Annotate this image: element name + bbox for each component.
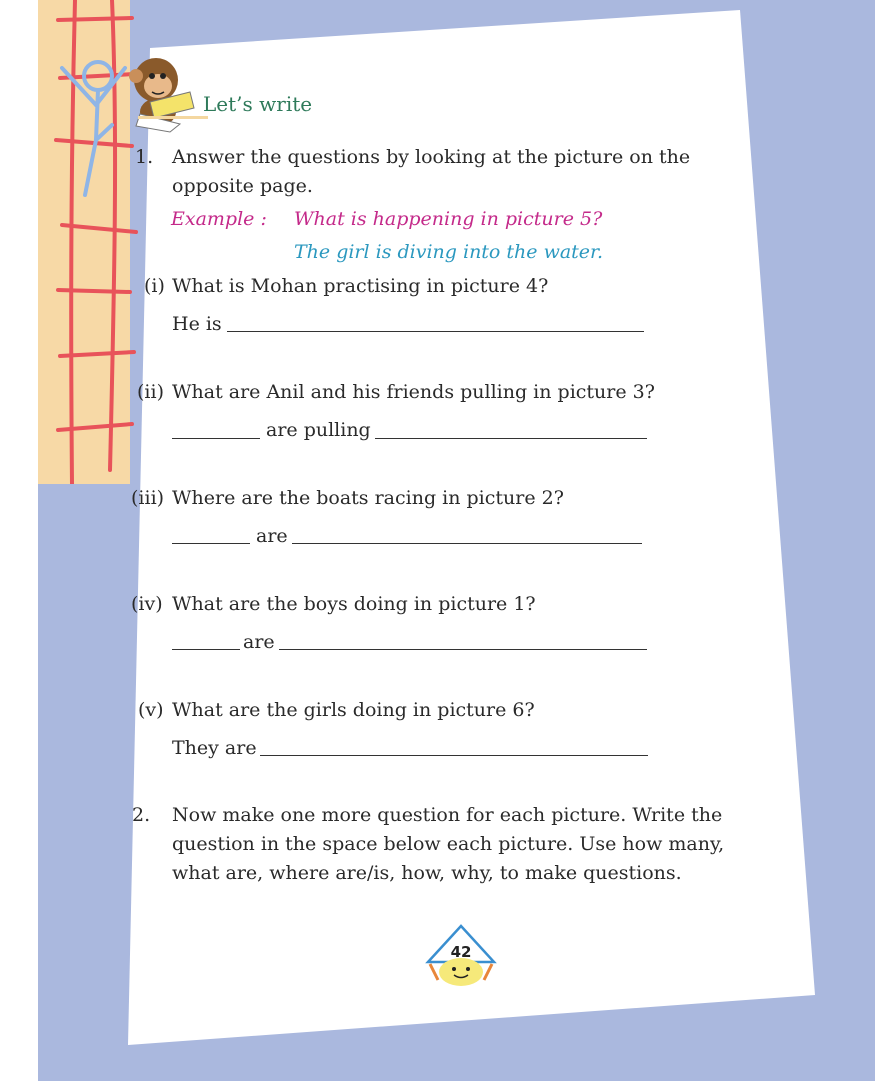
answer-blank[interactable]	[375, 438, 647, 439]
monkey-reading-icon	[128, 52, 208, 134]
example-question: What is happening in picture 5?	[294, 208, 603, 230]
question-1-text-line1: Answer the questions by looking at the picture on the	[172, 146, 691, 168]
subquestion-text: What are Anil and his friends pulling in picture 3?	[172, 381, 655, 403]
question-1-text-line2: opposite page.	[172, 175, 313, 197]
answer-prompt: are	[256, 525, 288, 547]
answer-blank[interactable]	[227, 331, 644, 332]
subquestion-text: What are the boys doing in picture 1?	[172, 593, 536, 615]
question-2-line3: what are, where are/is, how, why, to make questions.	[172, 862, 682, 884]
answer-blank[interactable]	[172, 543, 250, 544]
answer-blank[interactable]	[292, 543, 642, 544]
answer-blank[interactable]	[172, 438, 260, 439]
subquestion-number: (i)	[144, 275, 165, 297]
answer-prompt: They are	[172, 737, 257, 759]
subquestion-number: (v)	[138, 699, 164, 721]
question-2-line1: Now make one more question for each picture. Write the	[172, 804, 723, 826]
question-2-line2: question in the space below each picture. Use how many,	[172, 833, 725, 855]
subquestion-text: Where are the boats racing in picture 2?	[172, 487, 564, 509]
subquestion-number: (iii)	[131, 487, 165, 509]
page-number-badge	[424, 924, 498, 990]
question-1-number: 1.	[135, 146, 154, 168]
answer-blank[interactable]	[260, 755, 648, 756]
subquestion-number: (ii)	[137, 381, 164, 403]
question-2-number: 2.	[132, 804, 151, 826]
answer-blank[interactable]	[172, 649, 240, 650]
page-number: 42	[450, 943, 472, 961]
answer-blank[interactable]	[279, 649, 647, 650]
example-label: Example :	[171, 208, 267, 230]
subquestion-text: What is Mohan practising in picture 4?	[172, 275, 549, 297]
example-answer: The girl is diving into the water.	[294, 241, 604, 263]
section-heading: Let’s write	[203, 92, 313, 116]
answer-prompt: are	[243, 631, 275, 653]
answer-prompt: He is	[172, 313, 222, 335]
subquestion-number: (iv)	[131, 593, 163, 615]
answer-prompt: are pulling	[266, 419, 371, 441]
subquestion-text: What are the girls doing in picture 6?	[172, 699, 535, 721]
